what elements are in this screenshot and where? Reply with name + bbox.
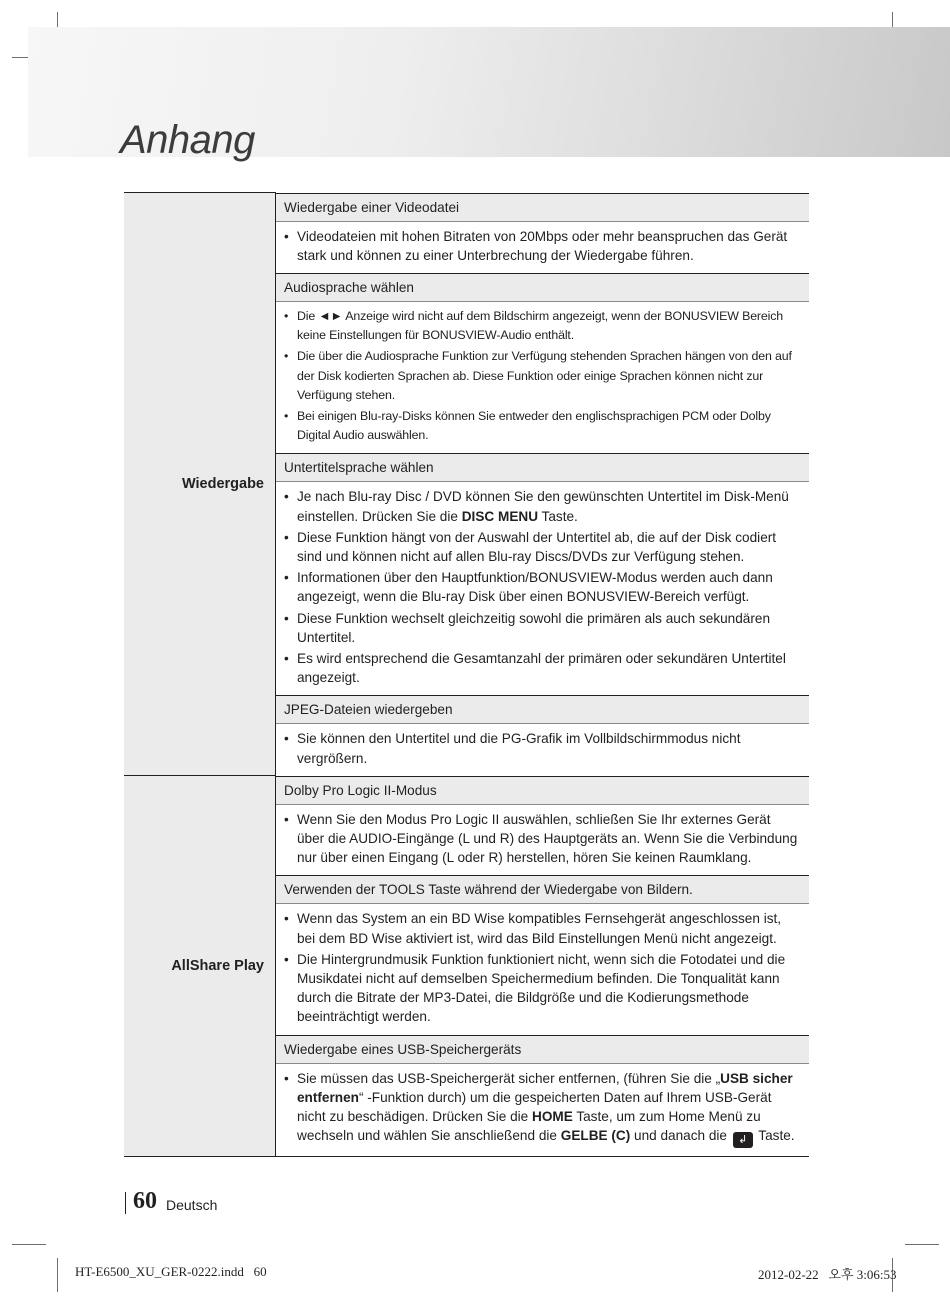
key-name: GELBE (C) xyxy=(560,1128,631,1144)
crop-mark xyxy=(905,1244,939,1245)
category-wiedergabe: Wiedergabe xyxy=(124,193,276,776)
list-item: • Informationen über den Hauptfunktion/BONUSVIEW-Modus werden auch dann angezeigt, wenn die Blu-ray Disk über einen BONUSVIEW-Bereich verfügt. xyxy=(284,568,801,606)
section-heading: Verwenden der TOOLS Taste während der Wiedergabe von Bildern. xyxy=(276,875,809,904)
list-item: • Je nach Blu-ray Disc / DVD können Sie den gewünschten Untertitel im Disk-Menü einstellen. Drücken Sie die DISC MENU Taste. xyxy=(284,487,801,525)
section-heading: Audiosprache wählen xyxy=(276,273,809,302)
footer-language: Deutsch xyxy=(166,1197,218,1213)
list-item: • Diese Funktion wechselt gleichzeitig sowohl die primären als auch sekundären Untertitel. xyxy=(284,609,801,647)
function-name: USB sicher entfernen xyxy=(297,1070,793,1105)
crop-mark xyxy=(57,1258,58,1292)
table-row xyxy=(124,776,809,1157)
section-body xyxy=(276,1064,809,1157)
category-content xyxy=(276,776,810,1157)
list-item: • Die über die Audiosprache Funktion zur Verfügung stehenden Sprachen hängen von den auf der Disk kodierten Sprachen ab. Diese Funktion oder einige Sprachen können nicht zur Verfügung stehen. xyxy=(284,347,801,405)
page-number: 60 xyxy=(133,1188,157,1214)
table-row xyxy=(124,193,809,776)
list-item: • Die Hintergrundmusik Funktion funktioniert nicht, wenn sich die Fotodatei und die Musikdatei nicht auf demselben Speichermedium befinden. Die Tonqualität kann durch die Bitrate der MP3-Datei, die Bildgröße und die Kodierungsmethode beeinträchtigt werden. xyxy=(284,950,801,1027)
key-name: DISC MENU xyxy=(461,508,539,524)
key-name: HOME xyxy=(532,1109,573,1124)
enter-key-icon: ↲ xyxy=(733,1132,753,1148)
section-body xyxy=(276,482,809,695)
section-heading: Wiedergabe eines USB-Speichergeräts xyxy=(276,1035,809,1064)
section-body xyxy=(276,724,809,775)
list-item: • Wenn Sie den Modus Pro Logic II auswählen, schließen Sie Ihr externes Gerät über die AUDIO-Eingänge (L und R) des Hauptgeräts an. Wenn Sie die Verbindung nur über einen Eingang (L oder R) herstellen, hören Sie keinen Raumklang. xyxy=(284,810,801,868)
page-title: Anhang xyxy=(120,118,255,162)
print-slug-file: HT-E6500_XU_GER-0222.indd 60 xyxy=(75,1264,267,1279)
list-item: • Diese Funktion hängt von der Auswahl der Untertitel ab, die auf der Disk codiert sind und können nicht auf allen Blu-ray Discs/DVDs zur Verfügung stehen. xyxy=(284,528,801,566)
section-body xyxy=(276,222,809,273)
crop-mark xyxy=(12,1244,46,1245)
section-heading: JPEG-Dateien wiedergeben xyxy=(276,695,809,724)
section-body xyxy=(276,904,809,1034)
list-item: • Videodateien mit hohen Bitraten von 20Mbps oder mehr beanspruchen das Gerät stark und können zu einer Unterbrechung der Wiedergabe führen. xyxy=(284,227,801,265)
list-item: • Es wird entsprechend die Gesamtanzahl der primären oder sekundären Untertitel angezeigt. xyxy=(284,649,801,687)
info-table xyxy=(124,192,809,1157)
print-slug-date: 2012-02-22 오후 3:06:53 xyxy=(758,1267,897,1282)
category-allshare-play: AllShare Play xyxy=(124,776,276,1157)
footer-divider xyxy=(125,1192,126,1214)
section-body xyxy=(276,805,809,876)
section-body xyxy=(276,302,809,453)
list-item: • Bei einigen Blu-ray-Disks können Sie entweder den englischsprachigen PCM oder Dolby Digital Audio auswählen. xyxy=(284,407,801,445)
list-item: • Wenn das System an ein BD Wise kompatibles Fernsehgerät angeschlossen ist, bei dem BD Wise aktiviert ist, wird das Bild Einstellungen Menü nicht angezeigt. xyxy=(284,909,801,947)
section-heading: Wiedergabe einer Videodatei xyxy=(276,193,809,222)
list-item: • Die ◄► Anzeige wird nicht auf dem Bildschirm angezeigt, wenn der BONUSVIEW Bereich keine Einstellungen für BONUSVIEW-Audio enthält. xyxy=(284,307,801,345)
list-item: • Sie können den Untertitel und die PG-Grafik im Vollbildschirmmodus nicht vergrößern. xyxy=(284,729,801,767)
list-item: • Sie müssen das USB-Speichergerät sicher entfernen, (führen Sie die „USB sicher entfernen“ -Funktion durch) um die gespeicherten Daten auf Ihrem USB-Gerät nicht zu beschädigen. Drücken Sie die HOME Taste, um zum Home Menü zu wechseln und wählen Sie anschließend die GELBE (C) und danach die ↲ Taste. xyxy=(284,1069,801,1149)
section-heading: Untertitelsprache wählen xyxy=(276,453,809,482)
section-heading: Dolby Pro Logic II-Modus xyxy=(276,776,809,805)
category-content xyxy=(276,193,810,776)
